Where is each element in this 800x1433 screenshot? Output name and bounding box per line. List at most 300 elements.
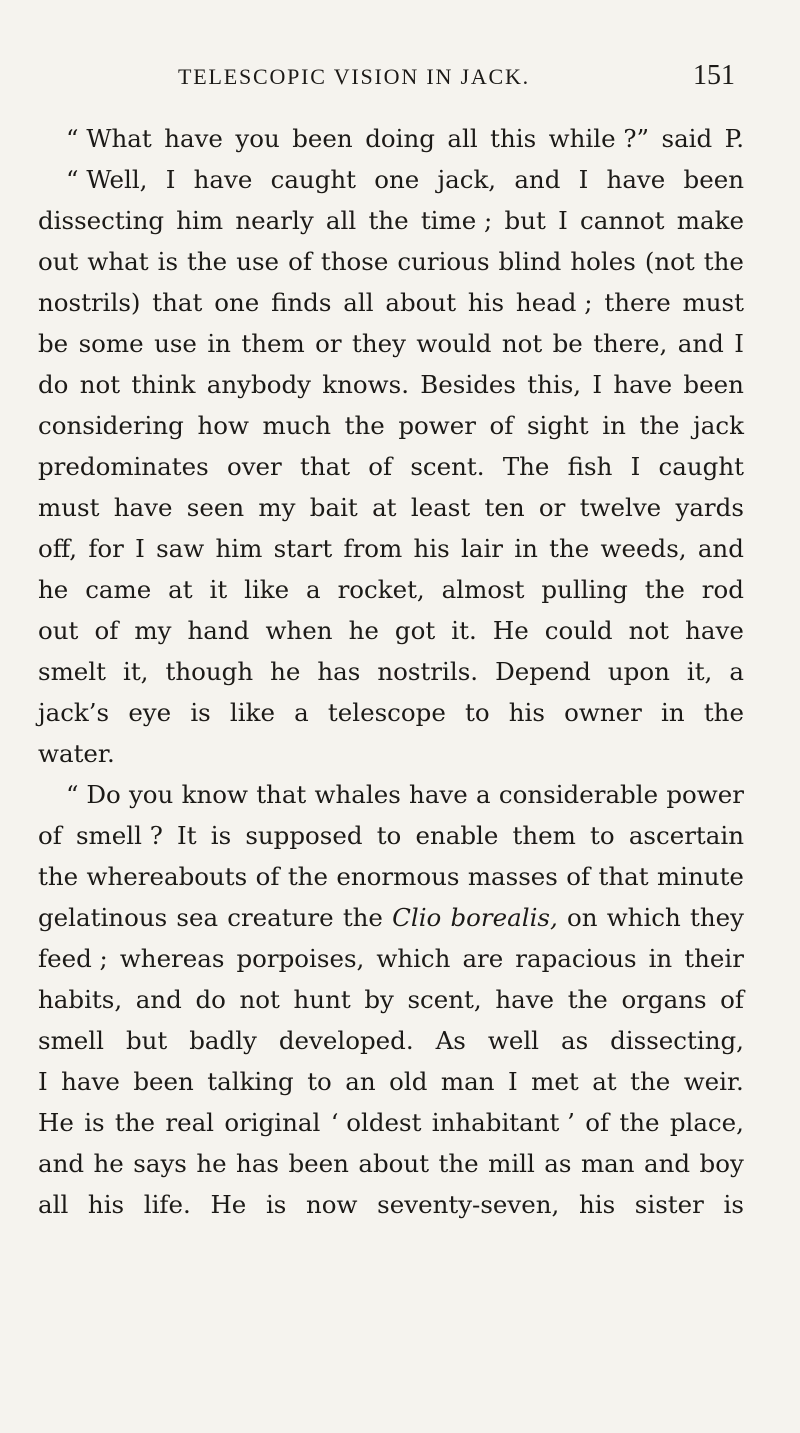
word: what: [87, 247, 149, 276]
word: scent,: [407, 985, 482, 1014]
word: sight: [526, 411, 589, 440]
word: be: [552, 329, 583, 358]
word: all: [325, 206, 357, 235]
word: I: [507, 1067, 518, 1096]
word: think: [131, 370, 196, 399]
word: the: [644, 575, 685, 604]
word: life.: [143, 1190, 191, 1219]
word: be: [38, 329, 69, 358]
word: twelve: [579, 493, 662, 522]
word: as: [544, 1149, 572, 1178]
word: considering: [38, 411, 184, 440]
word: I: [38, 1067, 48, 1096]
text-line: [38, 1020, 744, 1061]
word: have: [409, 780, 468, 809]
word: the: [703, 698, 744, 727]
word: not: [79, 370, 121, 399]
word: nostrils): [38, 288, 141, 317]
word: came: [85, 575, 152, 604]
word: As: [435, 1026, 466, 1055]
word: got: [394, 616, 436, 645]
word: out: [38, 247, 79, 276]
word: least: [410, 493, 471, 522]
word: know: [181, 780, 248, 809]
word: but: [504, 206, 546, 235]
word: seen: [186, 493, 245, 522]
word: as: [560, 1026, 589, 1055]
word: in: [514, 534, 538, 563]
word: about: [385, 288, 457, 317]
text-line: [38, 856, 744, 897]
word: my: [258, 493, 296, 522]
word: is: [210, 821, 232, 850]
word: would: [416, 329, 492, 358]
word: man: [440, 1067, 495, 1096]
word: been: [292, 124, 353, 153]
word: his: [413, 534, 450, 563]
word: and: [644, 1149, 691, 1178]
word: original: [224, 1108, 321, 1137]
word: him: [215, 534, 263, 563]
text-line: [38, 938, 744, 979]
text-line: [38, 1184, 744, 1225]
word: you: [235, 124, 280, 153]
text-line: [38, 979, 744, 1020]
word: they: [352, 329, 406, 358]
word: jack’s: [38, 698, 110, 727]
word: and: [697, 534, 744, 563]
word: or: [538, 493, 566, 522]
word: blind: [498, 247, 562, 276]
word: it: [209, 575, 228, 604]
word: weir.: [683, 1067, 744, 1096]
word: all: [38, 1190, 69, 1219]
word: the: [549, 534, 590, 563]
word: scent.: [410, 452, 485, 481]
word: his: [467, 288, 505, 317]
word: power: [398, 411, 476, 440]
word: predominates: [38, 452, 209, 481]
word: habits,: [38, 985, 123, 1014]
text-line: [38, 118, 744, 159]
word: over: [226, 452, 282, 481]
word: the: [287, 862, 328, 891]
word: have: [164, 124, 223, 153]
word: inhabitant ’: [431, 1108, 575, 1137]
word: I: [592, 370, 603, 399]
word: dissecting,: [610, 1026, 744, 1055]
word: smell ?: [75, 821, 163, 850]
word: in: [602, 411, 626, 440]
word: lair: [461, 534, 503, 563]
word: one: [214, 288, 260, 317]
word: he: [93, 1149, 124, 1178]
word: head ;: [515, 288, 593, 317]
word: borealis,: [450, 903, 558, 932]
word: whereabouts: [86, 862, 248, 891]
word: it,: [686, 657, 713, 686]
word: of: [288, 247, 312, 276]
word: make: [676, 206, 744, 235]
word: gelatinous: [38, 903, 168, 932]
text-line: [38, 200, 744, 241]
word: have: [606, 165, 666, 194]
word: power: [666, 780, 744, 809]
word: this,: [527, 370, 582, 399]
word: is: [84, 1108, 105, 1137]
word: water.: [38, 739, 115, 768]
word: of: [38, 821, 62, 850]
word: the: [567, 985, 608, 1014]
word: it,: [123, 657, 149, 686]
word: anybody: [206, 370, 311, 399]
page-number: 151: [693, 60, 735, 91]
word: in: [207, 329, 231, 358]
word: that: [256, 780, 307, 809]
word: P.: [724, 124, 744, 153]
running-title: TELESCOPIC VISION IN JACK.: [178, 64, 530, 89]
word: minute: [656, 862, 744, 891]
word: I: [630, 452, 641, 481]
word: not: [501, 329, 543, 358]
word: of: [720, 985, 744, 1014]
word: rapacious: [515, 944, 637, 973]
word: rocket,: [337, 575, 425, 604]
word: been: [133, 1067, 194, 1096]
word: mill: [488, 1149, 535, 1178]
word: well: [487, 1026, 539, 1055]
word: jack: [693, 411, 744, 440]
word: of: [585, 1108, 610, 1137]
word: He: [492, 616, 529, 645]
word: enormous: [336, 862, 460, 891]
text-line: [38, 364, 744, 405]
word: of: [566, 862, 591, 891]
word: whales: [314, 780, 401, 809]
text-line: [38, 405, 744, 446]
word: of: [255, 862, 280, 891]
word: all: [343, 288, 374, 317]
word: they: [689, 903, 744, 932]
word: ascertain: [628, 821, 744, 850]
word: an: [345, 1067, 376, 1096]
word: which: [376, 944, 451, 973]
word: the: [114, 1108, 156, 1137]
text-line: [38, 282, 744, 323]
word: you: [128, 780, 174, 809]
word: at: [592, 1067, 617, 1096]
word: I: [558, 206, 568, 235]
word: rod: [701, 575, 744, 604]
word: those: [320, 247, 389, 276]
word: his: [87, 1190, 125, 1219]
word: ‘ oldest: [330, 1108, 422, 1137]
word: dissecting: [38, 206, 165, 235]
word: all: [447, 124, 478, 153]
word: there,: [593, 329, 668, 358]
word: badly: [189, 1026, 257, 1055]
word: weeds,: [600, 534, 687, 563]
word: eye: [128, 698, 172, 727]
word: now: [306, 1190, 358, 1219]
word: owner: [564, 698, 642, 727]
word: masses: [467, 862, 558, 891]
word: that: [299, 452, 351, 481]
body-text: [38, 118, 744, 1225]
word: saw: [156, 534, 205, 563]
word: ten: [484, 493, 525, 522]
word: upon: [607, 657, 670, 686]
word: seventy-seven,: [377, 1190, 560, 1219]
word: considerable: [498, 780, 659, 809]
word: the: [438, 1149, 479, 1178]
word: the: [342, 903, 383, 932]
word: I: [165, 165, 176, 194]
word: he: [348, 616, 379, 645]
running-head: [70, 60, 735, 100]
text-line: [38, 569, 744, 610]
word: of: [368, 452, 393, 481]
word: organs: [621, 985, 707, 1014]
word: has: [317, 657, 361, 686]
word: start: [273, 534, 333, 563]
word: holes: [570, 247, 636, 276]
word: when: [265, 616, 333, 645]
word: at: [372, 493, 397, 522]
word: almost: [441, 575, 525, 604]
word: been: [683, 370, 744, 399]
word: much: [262, 411, 332, 440]
word: like: [229, 698, 275, 727]
word: real: [165, 1108, 215, 1137]
word: do: [38, 370, 69, 399]
word: he: [38, 575, 69, 604]
word: pulling: [541, 575, 628, 604]
word: sister: [634, 1190, 704, 1219]
word: I: [734, 329, 744, 358]
word: finds: [271, 288, 332, 317]
word: caught: [658, 452, 744, 481]
word: in: [648, 944, 673, 973]
word: yards: [675, 493, 744, 522]
word: nearly: [235, 206, 314, 235]
word: some: [78, 329, 144, 358]
text-line: [38, 487, 744, 528]
word: he: [196, 1149, 227, 1178]
word: of: [489, 411, 514, 440]
word: one: [374, 165, 420, 194]
word: porpoises,: [236, 944, 365, 973]
word: have: [495, 985, 555, 1014]
word: a: [476, 780, 491, 809]
word: them: [241, 329, 305, 358]
word: says: [133, 1149, 187, 1178]
word: telescope: [327, 698, 446, 727]
word: a: [306, 575, 321, 604]
word: is: [157, 247, 179, 276]
text-line: [38, 651, 744, 692]
word: talking: [207, 1067, 294, 1096]
word: Depend: [495, 657, 591, 686]
word: have: [685, 616, 744, 645]
word: caught: [270, 165, 357, 194]
word: him: [176, 206, 224, 235]
word: fish: [567, 452, 613, 481]
word: I: [578, 165, 589, 194]
word: and: [135, 985, 182, 1014]
word: “ What: [66, 124, 152, 153]
word: must: [38, 493, 100, 522]
word: met: [531, 1067, 579, 1096]
word: the: [619, 1108, 660, 1137]
word: smell: [38, 1026, 104, 1055]
word: has: [236, 1149, 280, 1178]
word: “ Well,: [66, 165, 148, 194]
word: but: [125, 1026, 168, 1055]
word: though: [165, 657, 254, 686]
word: and: [677, 329, 724, 358]
word: do: [195, 985, 226, 1014]
text-line: [38, 323, 744, 364]
word: of: [94, 616, 119, 645]
word: developed.: [278, 1026, 414, 1055]
word: (not: [644, 247, 695, 276]
word: feed ;: [38, 944, 108, 973]
word: man: [580, 1149, 635, 1178]
word: or: [315, 329, 342, 358]
word: old: [389, 1067, 428, 1096]
word: bait: [309, 493, 358, 522]
word: been: [288, 1149, 349, 1178]
word: on: [566, 903, 598, 932]
word: It: [177, 821, 197, 850]
word: curious: [397, 247, 490, 276]
word: which: [606, 903, 681, 932]
word: is: [190, 698, 211, 727]
text-line: [38, 1061, 744, 1102]
text-line: [38, 1143, 744, 1184]
word: to: [307, 1067, 332, 1096]
word: how: [197, 411, 249, 440]
word: it.: [451, 616, 477, 645]
word: doing: [365, 124, 435, 153]
word: and: [514, 165, 561, 194]
word: jack,: [437, 165, 497, 194]
word: the: [703, 247, 744, 276]
word: that: [598, 862, 649, 891]
word: hand: [187, 616, 250, 645]
text-line: [38, 774, 744, 815]
word: the: [630, 1067, 671, 1096]
word: have: [193, 165, 253, 194]
word: time ;: [420, 206, 493, 235]
word: his: [508, 698, 545, 727]
word: like: [244, 575, 290, 604]
text-line: [38, 692, 744, 733]
word: place,: [669, 1108, 744, 1137]
word: been: [683, 165, 744, 194]
word: there: [604, 288, 671, 317]
word: that: [152, 288, 203, 317]
word: have: [613, 370, 673, 399]
word: hunt: [293, 985, 351, 1014]
word: not: [239, 985, 280, 1014]
word: off,: [38, 534, 78, 563]
word: cannot: [580, 206, 665, 235]
word: my: [134, 616, 172, 645]
text-line: [38, 159, 744, 200]
text-line: [38, 446, 744, 487]
word: this: [490, 124, 537, 153]
word: in: [661, 698, 685, 727]
word: use: [154, 329, 197, 358]
text-line: [38, 733, 744, 774]
text-line: [38, 528, 744, 569]
word: are: [462, 944, 504, 973]
word: to: [464, 698, 490, 727]
word: nostrils.: [377, 657, 479, 686]
word: knows.: [322, 370, 409, 399]
word: out: [38, 616, 79, 645]
word: their: [684, 944, 744, 973]
word: whereas: [119, 944, 225, 973]
word: for: [88, 534, 124, 563]
word: must: [682, 288, 744, 317]
word: the: [639, 411, 680, 440]
word: a: [729, 657, 744, 686]
text-line: [38, 815, 744, 856]
text-line: [38, 241, 744, 282]
word: and: [38, 1149, 85, 1178]
word: use: [236, 247, 280, 276]
word: creature: [227, 903, 334, 932]
word: about: [358, 1149, 430, 1178]
word: Besides: [420, 370, 516, 399]
word: the: [187, 247, 228, 276]
word: boy: [699, 1149, 744, 1178]
word: have: [113, 493, 173, 522]
word: The: [502, 452, 550, 481]
word: could: [544, 616, 613, 645]
word: to: [590, 821, 615, 850]
word: at: [168, 575, 193, 604]
word: them: [512, 821, 576, 850]
word: is: [265, 1190, 287, 1219]
word: while ?”: [548, 124, 650, 153]
word: not: [628, 616, 670, 645]
text-line: [38, 897, 744, 938]
word: “ Do: [66, 780, 121, 809]
word: from: [343, 534, 403, 563]
word: sea: [176, 903, 219, 932]
word: a: [294, 698, 309, 727]
word: supposed: [245, 821, 363, 850]
word: he: [270, 657, 301, 686]
word: He: [210, 1190, 247, 1219]
word: the: [38, 862, 79, 891]
word: I: [135, 534, 145, 563]
word: the: [344, 411, 385, 440]
word: have: [61, 1067, 120, 1096]
word: smelt: [38, 657, 106, 686]
word: is: [723, 1190, 744, 1219]
word: by: [364, 985, 394, 1014]
text-line: [38, 610, 744, 651]
word: enable: [415, 821, 499, 850]
word: said: [661, 124, 713, 153]
word: Clio: [392, 903, 442, 932]
word: to: [376, 821, 402, 850]
